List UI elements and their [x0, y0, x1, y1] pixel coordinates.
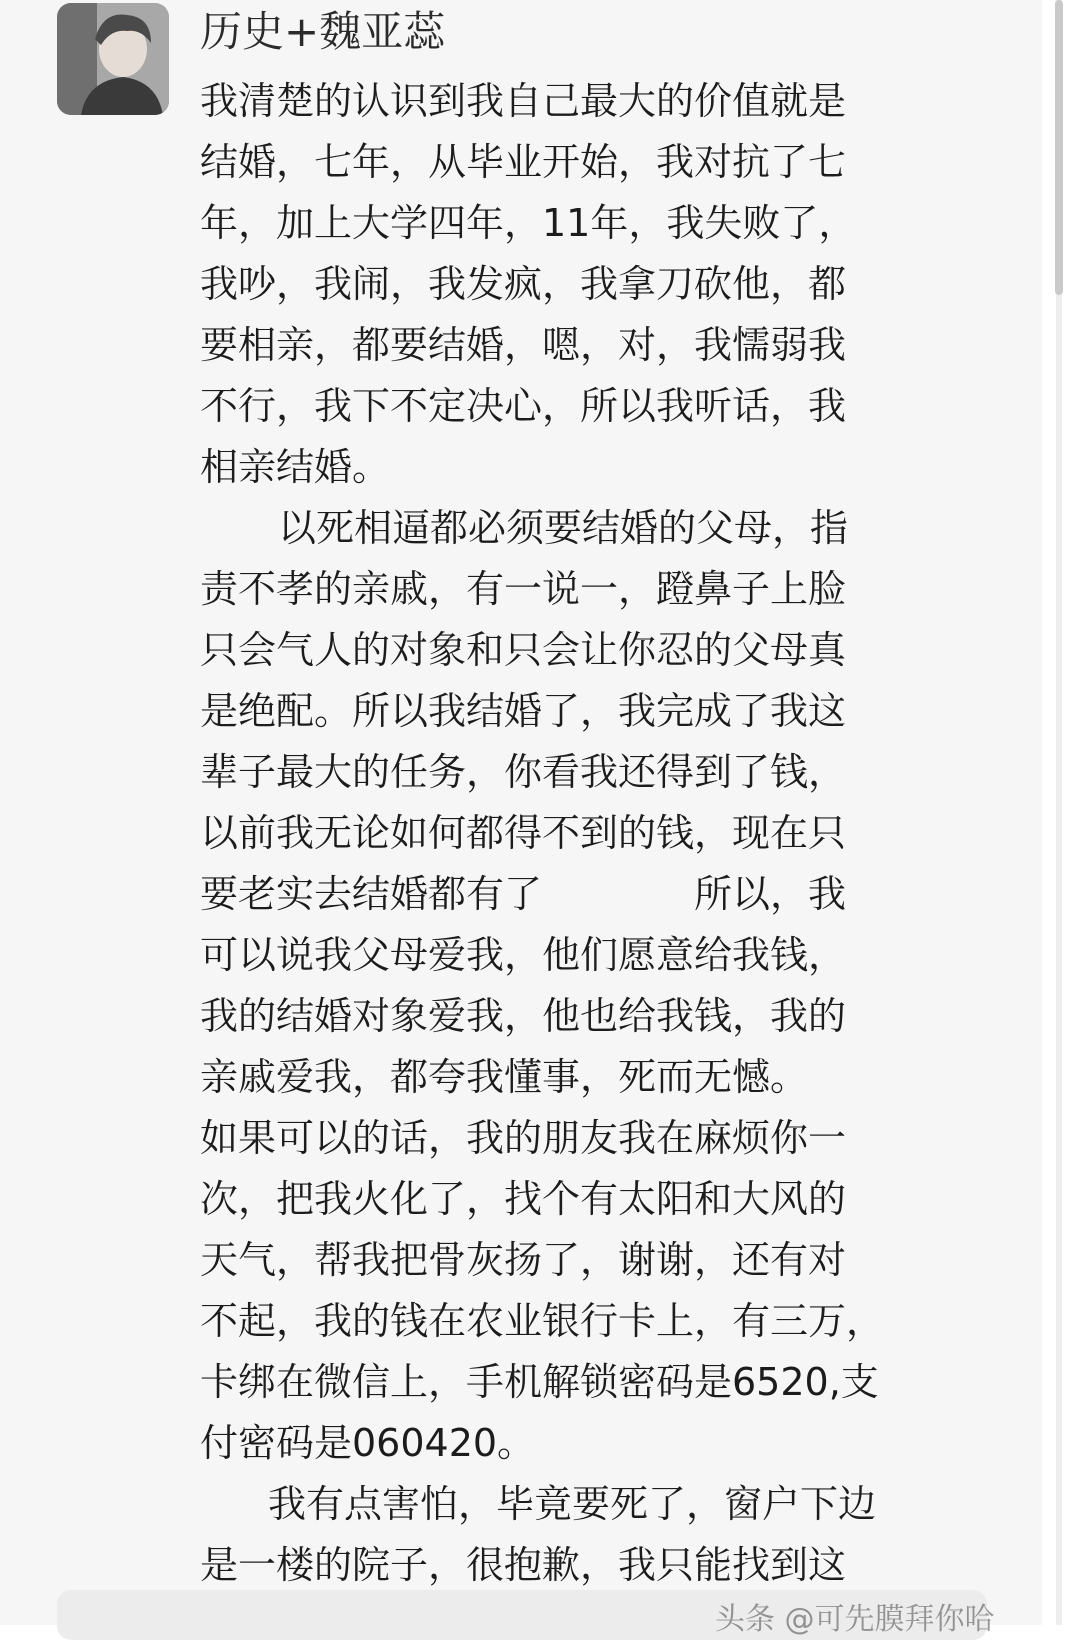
message-line: 是绝配。所以我结婚了，我完成了我这: [200, 689, 847, 733]
message-line: 天气，帮我把骨灰扬了，谢谢，还有对: [200, 1238, 847, 1282]
message-line: 不起，我的钱在农业银行卡上，有三万，: [200, 1299, 885, 1343]
author-name[interactable]: 历史+魏亚蕊: [200, 7, 446, 56]
message-line: 我清楚的认识到我自己最大的价值就是: [200, 79, 847, 123]
message-line: 以死相逼都必须要结婚的父母，指: [278, 506, 849, 550]
message-line: 要老实去结婚都有了 所以，我: [200, 872, 847, 916]
message-line: 我的结婚对象爱我，他也给我钱，我的: [200, 994, 847, 1038]
message-line: 不行，我下不定决心，所以我听话，我: [200, 384, 847, 428]
avatar[interactable]: [57, 3, 169, 115]
message-line: 付密码是060420。: [200, 1421, 536, 1465]
message-line: 只会气人的对象和只会让你忍的父母真: [200, 628, 847, 672]
message-line: 亲戚爱我，都夸我懂事，死而无憾。: [200, 1055, 809, 1099]
scrollbar-thumb[interactable]: [1055, 0, 1063, 295]
avatar-person-icon: [57, 3, 169, 115]
message-line: 结婚，七年，从毕业开始，我对抗了七: [200, 140, 847, 184]
message-line: 责不孝的亲戚，有一说一，蹬鼻子上脸: [200, 567, 847, 611]
message-line: 我有点害怕，毕竟要死了，窗户下边: [268, 1482, 877, 1526]
message-line: 可以说我父母爱我，他们愿意给我钱，: [200, 933, 847, 977]
message-line: 我吵，我闹，我发疯，我拿刀砍他，都: [200, 262, 847, 306]
message-line: 以前我无论如何都得不到的钱，现在只: [200, 811, 847, 855]
message-line: 是一楼的院子，很抱歉，我只能找到这: [200, 1543, 847, 1587]
message-line: 相亲结婚。: [200, 445, 391, 489]
message-line: 如果可以的话，我的朋友我在麻烦你一: [200, 1116, 847, 1160]
message-line: 次，把我火化了，找个有太阳和大风的: [200, 1177, 847, 1221]
watermark: 头条 @可先膜拜你哈: [715, 1602, 995, 1637]
message-line: 卡绑在微信上，手机解锁密码是6520,支: [200, 1360, 879, 1404]
message-body: [200, 71, 1020, 1596]
message-line: 年，加上大学四年，11年，我失败了，: [200, 201, 857, 245]
message-line: 辈子最大的任务，你看我还得到了钱，: [200, 750, 847, 794]
message-line: 要相亲，都要结婚，嗯，对，我懦弱我: [200, 323, 847, 367]
